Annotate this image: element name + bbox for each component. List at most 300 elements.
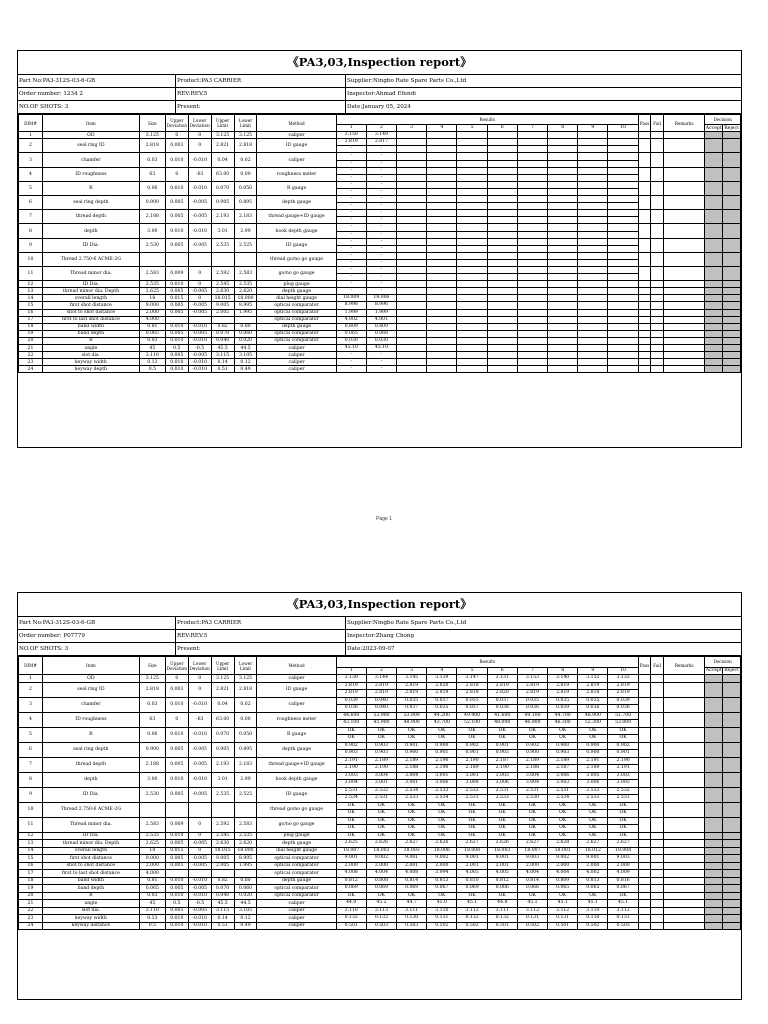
- result-cell: OK: [397, 727, 427, 735]
- result-cell: OK: [548, 810, 578, 818]
- result-cell: 45.900: [366, 720, 396, 728]
- lower-deviation-cell: 0: [188, 295, 211, 302]
- result-cell: -: [366, 366, 396, 373]
- result-cell: 0.502: [578, 922, 608, 930]
- result-cell: 3.112: [457, 907, 487, 915]
- size-cell: [139, 802, 165, 817]
- result-cell: 3.003: [336, 772, 366, 780]
- pass-cell: [638, 915, 651, 923]
- fail-cell: [651, 181, 664, 195]
- result-cell: 2.819: [336, 682, 366, 690]
- upper-deviation-cell: 0.005: [165, 862, 188, 870]
- method-cell: thread gauge+ID gauge: [257, 757, 336, 772]
- result-cell: 3.153: [517, 675, 547, 683]
- result-cell: [487, 139, 517, 146]
- item-cell: R: [42, 727, 139, 742]
- remarks-cell: [663, 675, 705, 683]
- reject-cell: [723, 323, 741, 330]
- upper-limit-cell: 0.905: [211, 742, 234, 757]
- table-row: [19, 316, 741, 323]
- result-cell: OK: [397, 802, 427, 810]
- upper-limit-cell: 9.005: [211, 855, 234, 863]
- size-cell: 2.625: [139, 288, 165, 295]
- upper-deviation-cell: 0.015: [165, 847, 188, 855]
- item-cell: Thread 2.750-6 ACME-2G: [42, 802, 139, 817]
- lower-deviation-cell: -0.005: [188, 742, 211, 757]
- report-title: 《PA3,03,Inspection report》: [18, 51, 741, 75]
- result-cell: 0.036: [608, 705, 638, 713]
- upper-limit-cell: 0.51: [211, 922, 234, 930]
- result-cell: 3.139: [427, 675, 457, 683]
- result-cell: [578, 302, 608, 309]
- result-cell: [457, 281, 487, 288]
- result-cell: [548, 167, 578, 174]
- result-cell: [487, 337, 517, 344]
- result-cell: OK: [336, 825, 366, 833]
- result-cell: [397, 181, 427, 188]
- upper-deviation-cell: 0.010: [165, 181, 188, 195]
- result-cell: 45.2: [366, 900, 396, 908]
- result-number: 9: [578, 125, 608, 132]
- reject-cell: [723, 167, 741, 181]
- fail-cell: [651, 847, 664, 855]
- lower-limit-cell: [234, 870, 257, 878]
- result-cell: -: [336, 167, 366, 174]
- lower-deviation-cell: -63: [188, 167, 211, 181]
- result-cell: 2.187: [487, 757, 517, 765]
- result-cell: [487, 210, 517, 217]
- result-cell: 2.819: [336, 690, 366, 698]
- lower-deviation-cell: -0.005: [188, 210, 211, 224]
- result-number: 3: [397, 667, 427, 675]
- result-cell: [517, 323, 547, 330]
- lower-limit-cell: 2.620: [234, 840, 257, 848]
- upper-limit-header: Upper Limit: [211, 115, 234, 132]
- result-cell: 0.808: [366, 877, 396, 885]
- dim-cell: 11: [19, 266, 43, 280]
- size-header: Size: [139, 657, 165, 675]
- date: Date:January 05, 2024: [347, 104, 411, 110]
- table-row: [19, 366, 741, 373]
- result-cell: 2.819: [608, 682, 638, 690]
- result-cell: [608, 302, 638, 309]
- result-cell: OK: [548, 825, 578, 833]
- lower-limit-cell: 0.00: [234, 167, 257, 181]
- upper-deviation-cell: 0.003: [165, 139, 188, 153]
- result-cell: [427, 323, 457, 330]
- result-cell: 2.534: [427, 795, 457, 803]
- upper-limit-cell: 3.125: [211, 675, 234, 683]
- result-number: 9: [578, 667, 608, 675]
- result-cell: -: [366, 259, 396, 266]
- result-cell: 4.004: [366, 870, 396, 878]
- result-cell: OK: [457, 817, 487, 825]
- result-cell: 0.132: [336, 915, 366, 923]
- result-cell: 2.819: [397, 682, 427, 690]
- result-cell: [487, 167, 517, 174]
- result-cell: [548, 345, 578, 352]
- result-cell: 2.190: [427, 765, 457, 773]
- pass-cell: [638, 922, 651, 930]
- result-cell: [427, 245, 457, 252]
- result-cell: OK: [517, 810, 547, 818]
- result-cell: [517, 167, 547, 174]
- reject-cell: [723, 832, 741, 840]
- size-cell: 0.5: [139, 366, 165, 373]
- lower-limit-cell: 44.5: [234, 345, 257, 352]
- result-cell: [427, 295, 457, 302]
- result-cell: 2.189: [457, 765, 487, 773]
- result-cell: OK: [457, 825, 487, 833]
- remarks-cell: [663, 870, 705, 878]
- remarks-cell: [663, 309, 705, 316]
- pass-cell: [638, 855, 651, 863]
- result-cell: [457, 359, 487, 366]
- result-cell: 3.004: [517, 772, 547, 780]
- table-row: [19, 132, 741, 139]
- lower-deviation-cell: -0.005: [188, 885, 211, 893]
- result-cell: 45.1: [517, 900, 547, 908]
- result-cell: OK: [578, 802, 608, 810]
- result-cell: [487, 259, 517, 266]
- result-cell: OK: [517, 735, 547, 743]
- lower-limit-cell: 0.020: [234, 337, 257, 344]
- result-cell: [517, 217, 547, 224]
- result-cell: -: [336, 196, 366, 203]
- item-cell: chamfer: [42, 697, 139, 712]
- result-cell: [457, 245, 487, 252]
- lower-limit-cell: 2.535: [234, 281, 257, 288]
- result-cell: 0.901: [427, 750, 457, 758]
- result-cell: 3.003: [487, 772, 517, 780]
- item-cell: thread minor dia. Depth: [42, 840, 139, 848]
- result-cell: [397, 224, 427, 231]
- upper-limit-cell: 9.005: [211, 302, 234, 309]
- method-cell: caliper: [257, 675, 336, 683]
- result-cell: [457, 224, 487, 231]
- result-cell: 0.069: [397, 885, 427, 893]
- fail-cell: [651, 295, 664, 302]
- item-cell: keyway width: [42, 359, 139, 366]
- upper-deviation-cell: 0.010: [165, 697, 188, 712]
- result-cell: [487, 132, 517, 139]
- dim-cell: 21: [19, 345, 43, 352]
- pass-cell: [638, 359, 651, 366]
- result-cell: 0.903: [548, 750, 578, 758]
- result-cell: 2.627: [578, 840, 608, 848]
- remarks-cell: [663, 330, 705, 337]
- result-cell: 18.007: [336, 847, 366, 855]
- result-cell: OK: [487, 727, 517, 735]
- result-cell: [517, 196, 547, 203]
- table-row: [19, 907, 741, 915]
- result-cell: [608, 288, 638, 295]
- result-cell: [487, 181, 517, 188]
- size-cell: 3.110: [139, 907, 165, 915]
- fail-cell: [651, 682, 664, 697]
- result-cell: OK: [336, 727, 366, 735]
- result-cell: [608, 188, 638, 195]
- result-cell: -: [336, 245, 366, 252]
- result-cell: 2.001: [457, 862, 487, 870]
- result-cell: 2.533: [487, 795, 517, 803]
- pass-cell: [638, 787, 651, 802]
- result-cell: [457, 330, 487, 337]
- result-cell: 2.190: [336, 765, 366, 773]
- size-cell: 45: [139, 345, 165, 352]
- lower-deviation-cell: -0.005: [188, 302, 211, 309]
- result-cell: 9.001: [578, 855, 608, 863]
- result-cell: [608, 224, 638, 231]
- reject-cell: [723, 302, 741, 309]
- result-cell: 0.036: [336, 705, 366, 713]
- result-cell: [548, 259, 578, 266]
- result-cell: 18.012: [578, 847, 608, 855]
- result-cell: [517, 302, 547, 309]
- result-cell: [578, 274, 608, 281]
- upper-limit-cell: 0.040: [211, 892, 234, 900]
- result-cell: [608, 252, 638, 259]
- part-no: Part No:PA3-312S-03-6-GB: [18, 75, 176, 87]
- result-cell: [608, 259, 638, 266]
- part-no: Part No:PA3-312S-03-6-GB: [18, 617, 176, 629]
- item-cell: thread depth: [42, 757, 139, 772]
- accept-cell: [705, 877, 723, 885]
- item-cell: band width: [42, 877, 139, 885]
- upper-deviation-cell: 0.5: [165, 345, 188, 352]
- result-cell: [517, 153, 547, 160]
- size-cell: 2.625: [139, 840, 165, 848]
- remarks-cell: [663, 359, 705, 366]
- accept-cell: [705, 802, 723, 817]
- fail-cell: [651, 252, 664, 266]
- result-cell: OK: [608, 810, 638, 818]
- result-cell: [578, 188, 608, 195]
- result-cell: [457, 153, 487, 160]
- result-cell: [608, 295, 638, 302]
- reject-cell: [723, 337, 741, 344]
- fail-cell: [651, 697, 664, 712]
- reject-cell: [723, 847, 741, 855]
- result-cell: [397, 337, 427, 344]
- result-cell: 3.112: [548, 907, 578, 915]
- result-cell: 9.002: [366, 855, 396, 863]
- lower-limit-cell: 2.535: [234, 832, 257, 840]
- result-cell: OK: [397, 892, 427, 900]
- result-cell: [548, 160, 578, 167]
- result-cell: 18.006: [366, 295, 396, 302]
- result-cell: 49.100: [517, 712, 547, 720]
- size-header: Size: [139, 115, 165, 132]
- upper-deviation-cell: 0.005: [165, 288, 188, 295]
- dim-cell: 17: [19, 870, 43, 878]
- result-cell: OK: [427, 727, 457, 735]
- result-cell: 0.067: [608, 885, 638, 893]
- result-cell: 49.400: [457, 712, 487, 720]
- item-cell: angle: [42, 345, 139, 352]
- result-cell: 0.065: [336, 330, 366, 337]
- result-cell: [487, 274, 517, 281]
- accept-cell: [705, 330, 723, 337]
- dim-cell: 14: [19, 847, 43, 855]
- method-cell: depth gauge: [257, 840, 336, 848]
- result-cell: 3.110: [427, 907, 457, 915]
- pass-cell: [638, 210, 651, 224]
- lower-deviation-cell: -0.010: [188, 181, 211, 195]
- lower-limit-cell: 2.583: [234, 266, 257, 280]
- result-cell: OK: [336, 892, 366, 900]
- result-cell: 2.530: [517, 795, 547, 803]
- accept-cell: [705, 817, 723, 832]
- result-cell: 0.068: [366, 330, 396, 337]
- result-cell: OK: [608, 735, 638, 743]
- dim-cell: 19: [19, 885, 43, 893]
- result-cell: 2.533: [427, 787, 457, 795]
- dim-cell: 22: [19, 352, 43, 359]
- method-cell: hook depth gauge: [257, 224, 336, 238]
- reject-cell: [723, 181, 741, 195]
- reject-cell: [723, 802, 741, 817]
- reject-cell: [723, 309, 741, 316]
- result-cell: 0.503: [366, 922, 396, 930]
- result-cell: [427, 359, 457, 366]
- lower-limit-cell: 3.125: [234, 675, 257, 683]
- result-cell: -: [336, 288, 366, 295]
- table-row: [19, 252, 741, 259]
- method-cell: go/no go gauge: [257, 817, 336, 832]
- remarks-cell: [663, 900, 705, 908]
- lower-deviation-cell: -0.005: [188, 352, 211, 359]
- result-number: 5: [457, 667, 487, 675]
- result-cell: OK: [457, 892, 487, 900]
- result-cell: OK: [487, 810, 517, 818]
- item-cell: keyway distance: [42, 922, 139, 930]
- result-cell: OK: [457, 727, 487, 735]
- table-row: [19, 139, 741, 146]
- result-cell: [397, 167, 427, 174]
- dim-cell: 12: [19, 281, 43, 288]
- result-cell: [548, 153, 578, 160]
- fail-cell: [651, 877, 664, 885]
- lower-deviation-cell: 0: [188, 817, 211, 832]
- size-cell: 9.000: [139, 302, 165, 309]
- result-cell: [578, 174, 608, 181]
- fail-cell: [651, 266, 664, 280]
- reject-cell: [723, 238, 741, 252]
- method-cell: optical comparator: [257, 892, 336, 900]
- item-header: Item: [42, 657, 139, 675]
- item-cell: slot dia.: [42, 907, 139, 915]
- reject-cell: [723, 295, 741, 302]
- upper-deviation-cell: 0.010: [165, 366, 188, 373]
- lower-limit-cell: 44.5: [234, 900, 257, 908]
- dim-cell: 3: [19, 697, 43, 712]
- result-cell: 0.069: [336, 885, 366, 893]
- result-cell: [457, 295, 487, 302]
- result-cell: 2.818: [457, 682, 487, 690]
- result-cell: 2.818: [578, 690, 608, 698]
- result-cell: 0.901: [608, 750, 638, 758]
- result-cell: OK: [578, 825, 608, 833]
- pass-cell: [638, 295, 651, 302]
- result-cell: 0.813: [578, 877, 608, 885]
- result-cell: 2.000: [578, 862, 608, 870]
- fail-cell: [651, 323, 664, 330]
- result-cell: OK: [487, 802, 517, 810]
- accept-cell: [705, 238, 723, 252]
- item-cell: R: [42, 337, 139, 344]
- result-cell: OK: [397, 810, 427, 818]
- result-cell: 3.110: [578, 907, 608, 915]
- result-cell: [517, 288, 547, 295]
- result-cell: 0.502: [457, 922, 487, 930]
- result-cell: OK: [548, 727, 578, 735]
- result-cell: [517, 316, 547, 323]
- remarks-cell: [663, 366, 705, 373]
- result-cell: [578, 309, 608, 316]
- result-cell: [548, 196, 578, 203]
- method-cell: dial height gauge: [257, 295, 336, 302]
- accept-cell: [705, 196, 723, 210]
- pass-cell: [638, 817, 651, 832]
- upper-limit-cell: 0.82: [211, 323, 234, 330]
- supplier: Supplier:Ningbo Rate Spare Parts Co.,Ltd: [347, 78, 467, 84]
- result-cell: 0.066: [487, 885, 517, 893]
- result-cell: [578, 167, 608, 174]
- result-cell: OK: [608, 727, 638, 735]
- result-cell: 4.008: [336, 870, 366, 878]
- result-cell: 3.004: [397, 772, 427, 780]
- method-cell: ID gauge: [257, 787, 336, 802]
- table-row: [19, 196, 741, 203]
- result-cell: 2.818: [457, 690, 487, 698]
- dim-cell: 4: [19, 167, 43, 181]
- result-cell: -: [366, 252, 396, 259]
- remarks-cell: [663, 772, 705, 787]
- result-cell: [397, 323, 427, 330]
- result-cell: [397, 153, 427, 160]
- pass-cell: [638, 682, 651, 697]
- accept-cell: [705, 855, 723, 863]
- result-cell: [427, 238, 457, 245]
- result-cell: 0.035: [427, 705, 457, 713]
- item-cell: shot to shot distance: [42, 309, 139, 316]
- item-cell: first shot distance: [42, 302, 139, 309]
- result-cell: -: [336, 203, 366, 210]
- result-cell: 3.111: [397, 907, 427, 915]
- result-cell: [608, 203, 638, 210]
- result-cell: 3.131: [487, 675, 517, 683]
- fail-cell: [651, 817, 664, 832]
- inspection-table: [18, 656, 741, 930]
- result-cell: [548, 359, 578, 366]
- item-cell: depth: [42, 772, 139, 787]
- result-cell: 0.030: [336, 337, 366, 344]
- reject-cell: [723, 922, 741, 930]
- result-cell: [548, 231, 578, 238]
- result-cell: [397, 295, 427, 302]
- upper-limit-cell: 2.592: [211, 266, 234, 280]
- method-cell: depth gauge: [257, 196, 336, 210]
- item-cell: angle: [42, 900, 139, 908]
- result-cell: [548, 203, 578, 210]
- lower-limit-cell: 0.050: [234, 727, 257, 742]
- header-row-part: [18, 617, 741, 630]
- table-row: [19, 787, 741, 795]
- result-cell: 2.531: [608, 795, 638, 803]
- result-cell: [517, 210, 547, 217]
- result-cell: 2.531: [457, 795, 487, 803]
